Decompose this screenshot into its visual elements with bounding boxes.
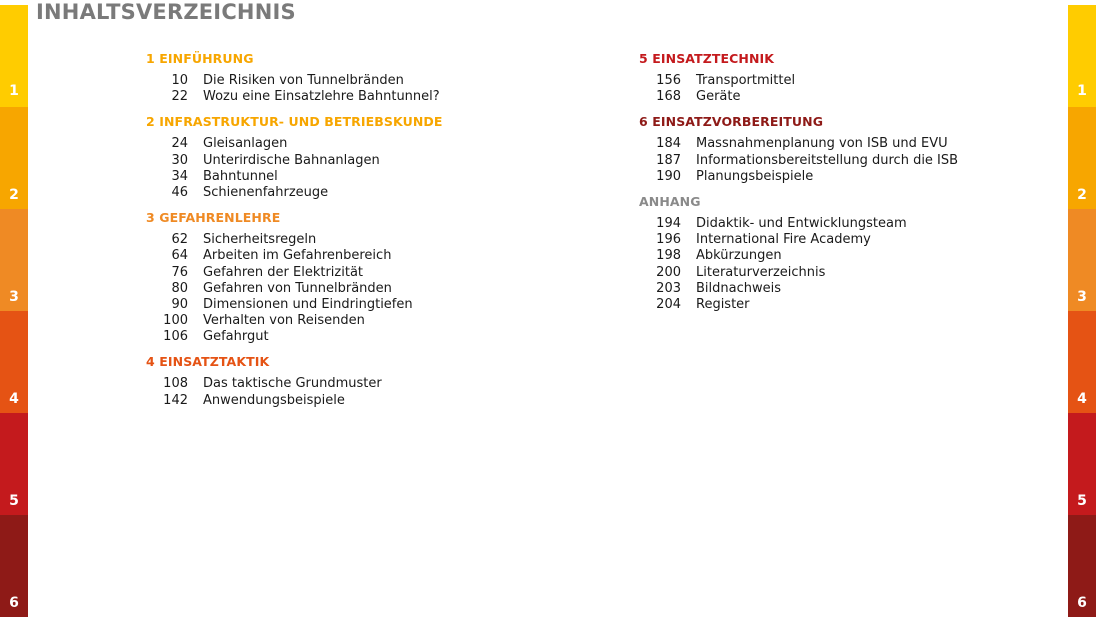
entry-label: Gefahrgut (203, 329, 269, 345)
toc-right-column (639, 51, 958, 322)
entry-label: Abkürzungen (696, 248, 782, 264)
toc-entry[interactable] (146, 313, 443, 329)
toc-entry[interactable] (146, 329, 443, 345)
chapter-tab-1[interactable]: 1 (1068, 5, 1096, 107)
section-heading[interactable]: 4 EINSATZTAKTIK (146, 354, 270, 370)
toc-section (639, 114, 958, 185)
page-number: 22 (171, 89, 188, 105)
page-number: 62 (171, 232, 188, 248)
section-heading[interactable]: 2 INFRASTRUKTUR- UND BETRIEBSKUNDE (146, 114, 443, 130)
right-chapter-tabs (1068, 5, 1096, 617)
entry-label: Das taktische Grundmuster (203, 376, 382, 392)
entry-label: Massnahmenplanung von ISB und EVU (696, 136, 948, 152)
entry-label: Literaturverzeichnis (696, 264, 826, 280)
toc-entry[interactable] (146, 297, 443, 313)
chapter-tab-5[interactable]: 5 (0, 413, 28, 515)
page-number: 156 (656, 73, 681, 88)
entry-label: Bahntunnel (203, 168, 278, 184)
entry-label: Informationsbereitstellung durch die ISB (696, 152, 959, 168)
toc-entry[interactable] (639, 136, 958, 152)
section-heading[interactable]: 1 EINFÜHRUNG (146, 51, 254, 66)
toc-entry[interactable] (146, 169, 443, 185)
page-title: INHALTSVERZEICHNIS (36, 0, 296, 24)
chapter-tab-2[interactable]: 2 (0, 107, 28, 209)
toc-entry[interactable] (146, 89, 443, 105)
toc-section (146, 51, 443, 105)
chapter-tab-2[interactable]: 2 (1068, 107, 1096, 209)
toc-entry[interactable] (146, 376, 443, 392)
toc-entry[interactable] (639, 169, 958, 185)
toc-entry[interactable] (639, 297, 958, 313)
chapter-tab-5[interactable]: 5 (1068, 413, 1096, 515)
toc-section (639, 194, 958, 313)
page-number: 184 (656, 136, 681, 152)
page-number: 30 (171, 152, 188, 168)
page-number: 10 (171, 73, 188, 88)
page-number: 100 (163, 313, 188, 329)
toc-entry[interactable] (146, 281, 443, 297)
entry-label: Die Risiken von Tunnelbränden (203, 73, 404, 88)
entry-label: Planungsbeispiele (696, 168, 814, 184)
toc-section (146, 354, 443, 408)
page-number: 76 (171, 264, 188, 280)
page-number: 194 (656, 215, 681, 231)
page-number: 80 (171, 280, 188, 296)
section-heading[interactable]: 6 EINSATZVORBEREITUNG (639, 114, 824, 130)
toc-entry[interactable] (146, 153, 443, 169)
left-chapter-tabs (0, 5, 28, 617)
toc-entry[interactable] (146, 393, 443, 409)
chapter-tab-4[interactable]: 4 (0, 311, 28, 413)
entry-label: Gleisanlagen (203, 136, 288, 152)
page-number: 106 (163, 329, 188, 345)
page-number: 90 (171, 296, 188, 312)
toc-entry[interactable] (146, 232, 443, 248)
entry-label: Anwendungsbeispiele (203, 392, 345, 408)
toc-entry[interactable] (146, 185, 443, 201)
chapter-tab-4[interactable]: 4 (1068, 311, 1096, 413)
page-number: 34 (171, 168, 188, 184)
page-number: 187 (656, 152, 681, 168)
toc-section (639, 51, 958, 105)
toc-section (146, 114, 443, 201)
page-number: 204 (656, 296, 681, 312)
entry-label: Verhalten von Reisenden (203, 313, 365, 329)
entry-label: Gefahren von Tunnelbränden (203, 280, 392, 296)
chapter-tab-3[interactable]: 3 (0, 209, 28, 311)
entry-label: Didaktik- und Entwicklungsteam (696, 215, 907, 231)
page-number: 168 (656, 89, 681, 105)
page-number: 198 (656, 248, 681, 264)
toc-section (146, 210, 443, 345)
entry-label: Sicherheitsregeln (203, 232, 317, 248)
page-number: 64 (171, 248, 188, 264)
toc-entry[interactable] (639, 73, 958, 89)
entry-label: Register (696, 296, 750, 312)
toc-entry[interactable] (146, 73, 443, 89)
page-number: 108 (163, 376, 188, 392)
entry-label: Unterirdische Bahnanlagen (203, 152, 380, 168)
section-heading[interactable]: 5 EINSATZTECHNIK (639, 51, 775, 66)
toc-entry[interactable] (639, 232, 958, 248)
toc-entry[interactable] (639, 281, 958, 297)
page-number: 196 (656, 232, 681, 248)
chapter-tab-6[interactable]: 6 (0, 515, 28, 617)
chapter-tab-1[interactable]: 1 (0, 5, 28, 107)
toc-entry[interactable] (639, 89, 958, 105)
section-heading[interactable]: 3 GEFAHRENLEHRE (146, 210, 281, 226)
toc-entry[interactable] (639, 216, 958, 232)
entry-label: Transportmittel (696, 73, 796, 88)
chapter-tab-3[interactable]: 3 (1068, 209, 1096, 311)
toc-entry[interactable] (639, 248, 958, 264)
entry-label: International Fire Academy (696, 232, 871, 248)
page-number: 190 (656, 168, 681, 184)
entry-label: Bildnachweis (696, 280, 782, 296)
toc-entry[interactable] (639, 153, 958, 169)
toc-entry[interactable] (146, 136, 443, 152)
page-number: 203 (656, 280, 681, 296)
chapter-tab-6[interactable]: 6 (1068, 515, 1096, 617)
entry-label: Dimensionen und Eindringtiefen (203, 296, 413, 312)
toc-left-column (146, 51, 443, 418)
entry-label: Geräte (696, 89, 741, 105)
page-number: 142 (163, 392, 188, 408)
toc-entry[interactable] (639, 265, 958, 281)
page-number: 200 (656, 264, 681, 280)
toc-entry[interactable] (146, 265, 443, 281)
page-number: 24 (171, 136, 188, 152)
entry-label: Arbeiten im Gefahrenbereich (203, 248, 392, 264)
toc-entry[interactable] (146, 248, 443, 264)
entry-label: Schienenfahrzeuge (203, 184, 329, 200)
page-number: 46 (171, 184, 188, 200)
section-heading[interactable]: ANHANG (639, 193, 701, 209)
entry-label: Gefahren der Elektrizität (203, 264, 364, 280)
entry-label: Wozu eine Einsatzlehre Bahntunnel? (203, 89, 440, 105)
